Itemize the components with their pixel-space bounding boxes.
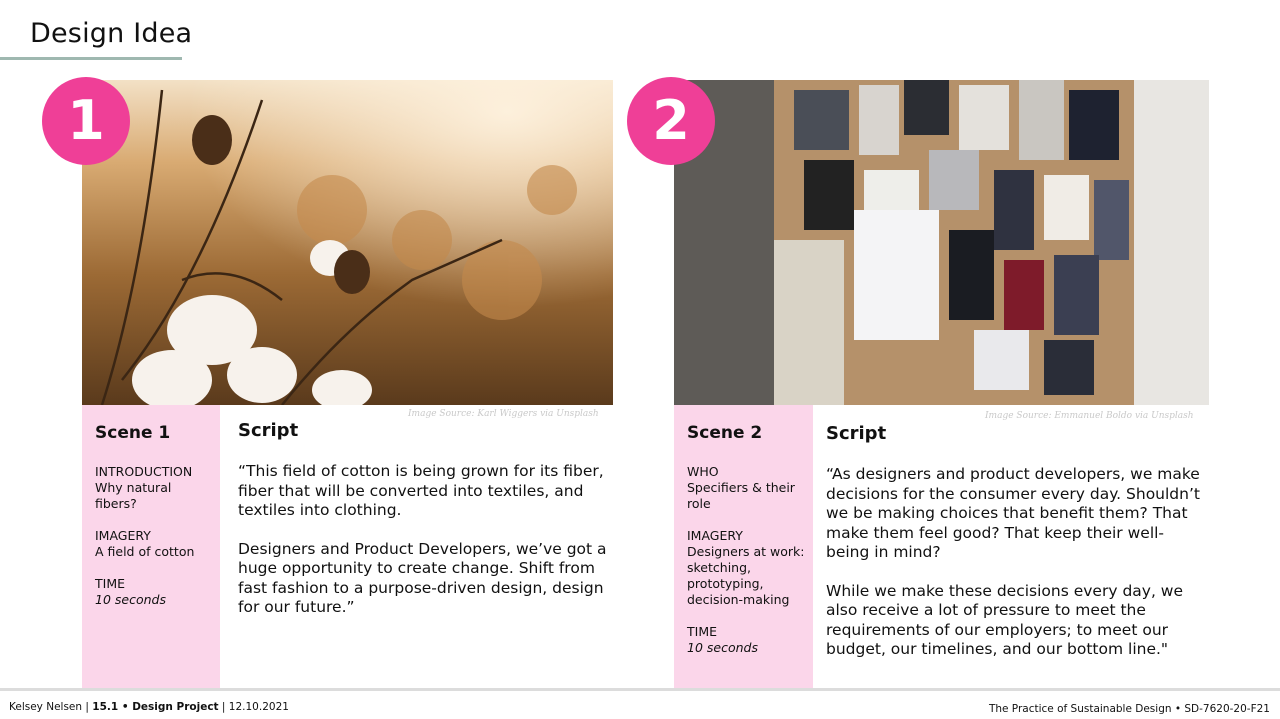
footer-author: Kelsey Nelsen |	[9, 701, 93, 713]
script-heading: Script	[826, 423, 887, 444]
footer-project: 15.1 • Design Project	[92, 701, 219, 713]
meta-value: A field of cotton	[95, 544, 195, 559]
footer-divider	[0, 688, 1280, 691]
meta-value: Why natural fibers?	[95, 480, 172, 511]
meta-value: Specifiers & their role	[687, 480, 795, 511]
meta-value: 10 seconds	[95, 592, 166, 607]
script-paragraph: While we make these decisions every day, we also receive a lot of pressure to meet the requirements of our employers; to meet our budget, our timelines, and our bottom line."	[826, 581, 1184, 658]
footer-date: | 12.10.2021	[218, 701, 289, 713]
script-paragraph: “This field of cotton is being grown for its fiber, fiber that will be converted into textiles, and textiles into clothing.	[238, 462, 604, 519]
meta-value: Designers at work: sketching, prototyping, decision-making	[687, 544, 805, 607]
meta-label: IMAGERY	[95, 528, 151, 543]
meta-label: WHO	[687, 464, 719, 479]
slide-title: Design Idea	[30, 18, 193, 49]
scene-number-badge: 2	[627, 77, 715, 165]
meta-label: IMAGERY	[687, 528, 743, 543]
script-text	[826, 465, 1206, 679]
footer-course: The Practice of Sustainable Design • SD-7620-20-F21	[988, 703, 1270, 715]
meta-value: 10 seconds	[687, 640, 758, 655]
footer-credits	[9, 701, 289, 713]
meta-label: INTRODUCTION	[95, 464, 193, 479]
scene-meta	[95, 464, 215, 608]
cotton-field-photo	[82, 80, 613, 405]
script-text	[238, 462, 613, 637]
scene-title: Scene 2	[687, 423, 763, 443]
scene-meta	[687, 464, 809, 656]
script-heading: Script	[238, 420, 299, 441]
scene-number-badge: 1	[42, 77, 130, 165]
meta-label: TIME	[687, 624, 718, 639]
fabric-swatch-board-photo	[674, 80, 1209, 405]
meta-label: TIME	[95, 576, 126, 591]
script-paragraph: “As designers and product developers, we make decisions for the consumer every day. Shouldn’t we be making choices that benefit them? That make them feel good? That keep their well-being in mind?	[826, 465, 1200, 561]
scene-title: Scene 1	[95, 423, 171, 443]
script-paragraph: Designers and Product Developers, we’ve got a huge opportunity to create change. Shift from fast fashion to a purpose-driven design, design for our future.”	[238, 539, 607, 616]
image-source-credit: Image Source: Emmanuel Boldo via Unsplash	[985, 411, 1194, 421]
title-underline	[0, 57, 182, 60]
image-source-credit: Image Source: Karl Wiggers via Unsplash	[408, 409, 599, 419]
